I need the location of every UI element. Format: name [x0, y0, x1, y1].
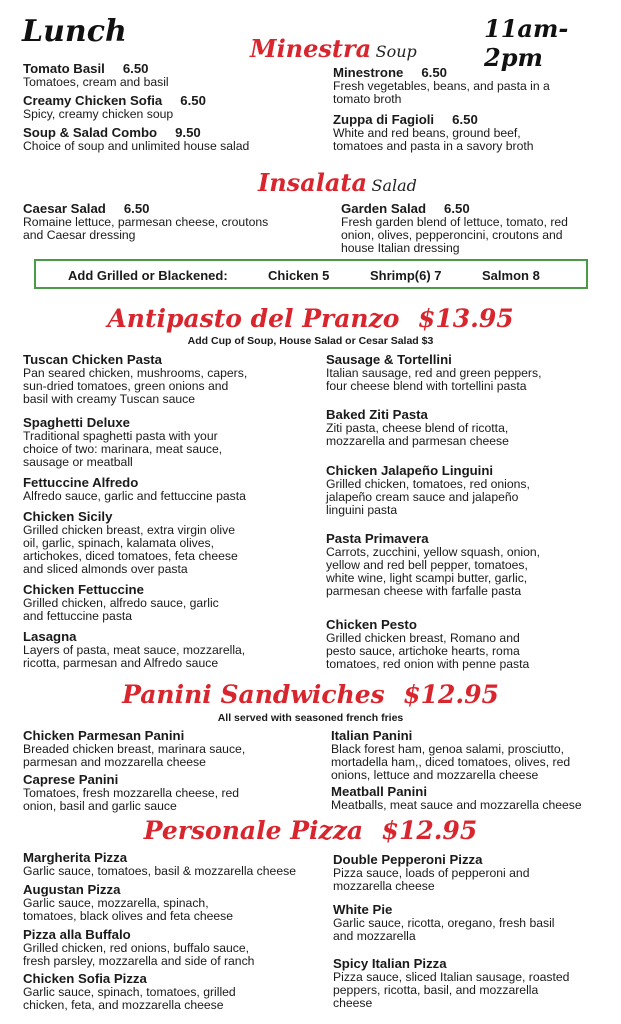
item-name: Lasagna [23, 629, 77, 644]
item-description: White and red beans, ground beef, [333, 126, 521, 140]
item-name: Tomato Basil [23, 61, 105, 76]
item-description: cheese [333, 996, 373, 1010]
item-name: Italian Panini [331, 728, 413, 743]
item-name: Soup & Salad Combo [23, 125, 158, 140]
item-description: and sliced almonds over pasta [23, 562, 188, 576]
item-name: Caprese Panini [23, 772, 119, 787]
item-description: Garlic sauce, mozzarella, spinach, [23, 896, 209, 910]
menu-item [333, 957, 569, 1010]
panini-header [0, 680, 621, 709]
item-description: white wine, light scampi butter, garlic, [326, 571, 528, 585]
menu-item [326, 532, 540, 598]
item-description: house Italian dressing [341, 241, 460, 255]
item-description: peppers, ricotta, basil, and mozzarella [333, 983, 539, 997]
menu-item [23, 416, 222, 469]
menu-item [23, 928, 254, 968]
item-description: basil with creamy Tuscan sauce [23, 392, 196, 406]
item-name: Garden Salad [341, 201, 427, 216]
item-name-line [23, 94, 206, 108]
item-name-line [326, 464, 530, 478]
item-description: Grilled chicken breast, Romano and [326, 631, 520, 645]
pizza-title: Personale Pizza [143, 816, 364, 845]
item-name: Caesar Salad [23, 201, 106, 216]
item-description: linguini pasta [326, 503, 398, 517]
item-name: Double Pepperoni Pizza [333, 852, 483, 867]
menu-item [326, 408, 509, 448]
item-description: Grilled chicken breast, extra virgin olive [23, 523, 236, 537]
item-name: Sausage & Tortellini [326, 352, 452, 367]
minestra-header [250, 34, 417, 63]
item-name: Spaghetti Deluxe [23, 415, 130, 430]
minestra-title: Minestra [250, 34, 372, 63]
menu-item [23, 94, 206, 121]
item-name: White Pie [333, 902, 393, 917]
minestra-subtitle: Soup [375, 42, 417, 61]
menu-item [333, 903, 555, 943]
item-description: Choice of soup and unlimited house salad [23, 139, 250, 153]
item-name: Meatball Panini [331, 784, 427, 799]
item-description: Tomatoes, fresh mozzarella cheese, red [23, 786, 240, 800]
menu-item [23, 583, 219, 623]
item-name-line [23, 928, 254, 942]
item-name-line [341, 202, 568, 216]
item-name-line [331, 785, 582, 799]
item-price: 6.50 [421, 65, 448, 80]
panini-price: $12.95 [403, 680, 499, 709]
menu-item [23, 126, 249, 153]
item-description: parmesan cheese with farfalle pasta [326, 584, 522, 598]
item-description: and mozzarella [333, 929, 416, 943]
item-description: Ziti pasta, cheese blend of ricotta, [326, 421, 509, 435]
item-name-line [23, 126, 249, 140]
menu-item [23, 202, 268, 242]
item-description: Garlic sauce, spinach, tomatoes, grilled [23, 985, 236, 999]
item-name: Augustan Pizza [23, 882, 121, 897]
item-description: Tomatoes, cream and basil [23, 75, 169, 89]
item-description: tomatoes, black olives and feta cheese [23, 909, 234, 923]
item-name: Minestrone [333, 65, 404, 80]
item-name: Zuppa di Fagioli [333, 112, 435, 127]
item-description: onions, lettuce and mozzarella cheese [331, 768, 539, 782]
item-description: tomatoes and pasta in a savory broth [333, 139, 534, 153]
item-name-line [23, 773, 239, 787]
item-name: Chicken Pesto [326, 617, 417, 632]
item-description: and fettuccine pasta [23, 609, 133, 623]
item-description: sausage or meatball [23, 455, 133, 469]
item-description: Garlic sauce, ricotta, oregano, fresh basil [333, 916, 555, 930]
item-name: Margherita Pizza [23, 850, 128, 865]
item-description: Pizza sauce, sliced Italian sausage, roasted [333, 970, 570, 984]
antipasto-note: Add Cup of Soup, House Salad or Cesar Salad $3 [187, 335, 434, 347]
item-description: fresh parsley, mozzarella and side of ranch [23, 954, 255, 968]
item-description: four cheese blend with tortellini pasta [326, 379, 527, 393]
item-description: Carrots, zucchini, yellow squash, onion, [326, 545, 541, 559]
item-description: Fresh garden blend of lettuce, tomato, red [341, 215, 568, 229]
item-name: Fettuccine Alfredo [23, 475, 139, 490]
add-salmon: Salmon 8 [482, 268, 540, 283]
item-name: Chicken Sofia Pizza [23, 971, 147, 986]
item-description: Grilled chicken, alfredo sauce, garlic [23, 596, 219, 610]
item-name-line [23, 729, 245, 743]
menu-item [333, 66, 550, 106]
item-name-line [23, 583, 219, 597]
item-description: mozzarella and parmesan cheese [326, 434, 509, 448]
item-description: Alfredo sauce, garlic and fettuccine pasta [23, 489, 246, 503]
item-name-line [333, 957, 569, 971]
item-name-line [23, 476, 246, 490]
add-chicken: Chicken 5 [268, 268, 330, 283]
menu-item [333, 853, 530, 893]
item-name: Pasta Primavera [326, 531, 429, 546]
menu-item [23, 851, 296, 878]
menu-item [23, 729, 245, 769]
item-price: 6.50 [444, 201, 470, 216]
menu-item [333, 113, 534, 153]
item-name: Creamy Chicken Sofia [23, 93, 163, 108]
menu-item [331, 785, 582, 812]
item-name-line [333, 113, 534, 127]
item-price: 9.50 [175, 125, 201, 140]
item-description: Grilled chicken, tomatoes, red onions, [326, 477, 530, 491]
item-description: pesto sauce, artichoke hearts, roma [326, 644, 520, 658]
item-name-line [333, 903, 555, 917]
pizza-price: $12.95 [381, 816, 478, 845]
item-name-line [326, 618, 529, 632]
menu-item [23, 353, 247, 406]
add-protein-box [34, 259, 588, 289]
menu-item [331, 729, 570, 782]
item-description: ricotta, parmesan and Alfredo sauce [23, 656, 219, 670]
item-description: onion, basil and garlic sauce [23, 799, 177, 813]
item-name: Tuscan Chicken Pasta [23, 352, 163, 367]
antipasto-price: $13.95 [417, 304, 514, 333]
item-description: Fresh vegetables, beans, and pasta in a [333, 79, 550, 93]
item-name-line [326, 532, 540, 546]
item-name-line [23, 353, 247, 367]
menu-item [341, 202, 568, 255]
item-name: Chicken Sicily [23, 509, 113, 524]
item-price: 6.50 [122, 61, 149, 76]
menu-item [23, 630, 245, 670]
insalata-title: Insalata [258, 168, 368, 197]
item-name-line [23, 416, 222, 430]
item-name-line [23, 851, 296, 865]
menu-item [326, 353, 541, 393]
item-description: Breaded chicken breast, marinara sauce, [23, 742, 246, 756]
item-description: parmesan and mozzarella cheese [23, 755, 206, 769]
antipasto-title: Antipasto del Pranzo [107, 304, 400, 333]
menu-item [23, 476, 246, 503]
item-description: Pan seared chicken, mushrooms, capers, [23, 366, 248, 380]
item-price: 6.50 [452, 112, 478, 127]
item-description: onion, olives, pepperoncini, croutons and [341, 228, 563, 242]
item-description: Spicy, creamy chicken soup [23, 107, 174, 121]
item-name-line [326, 408, 509, 422]
item-name-line [331, 729, 570, 743]
menu-item [326, 464, 530, 517]
insalata-header [258, 168, 417, 197]
menu-item [23, 773, 239, 813]
item-description: and Caesar dressing [23, 228, 136, 242]
item-description: yellow and red bell pepper, tomatoes, [326, 558, 528, 572]
item-name-line [333, 66, 550, 80]
menu-item [23, 883, 233, 923]
menu-item [23, 972, 236, 1012]
panini-note: All served with seasoned french fries [217, 712, 404, 724]
item-price: 6.50 [123, 201, 150, 216]
item-description: oil, garlic, spinach, kalamata olives, [23, 536, 215, 550]
item-description: tomato broth [333, 92, 402, 106]
item-description: Romaine lettuce, parmesan cheese, croutons [23, 215, 269, 229]
menu-item [23, 62, 169, 89]
item-description: Traditional spaghetti pasta with your [23, 429, 218, 443]
item-name-line [23, 972, 236, 986]
item-description: Black forest ham, genoa salami, prosciutto, [331, 742, 565, 756]
item-name-line [23, 883, 233, 897]
item-name: Chicken Fettuccine [23, 582, 144, 597]
item-description: Grilled chicken, red onions, buffalo sauce, [23, 941, 250, 955]
item-name: Spicy Italian Pizza [333, 956, 447, 971]
item-description: mozzarella cheese [333, 879, 435, 893]
item-description: artichokes, diced tomatoes, feta cheese [23, 549, 238, 563]
item-description: Garlic sauce, tomatoes, basil & mozzarella cheese [23, 864, 296, 878]
item-name-line [326, 353, 541, 367]
item-name-line [23, 510, 238, 524]
item-description: Meatballs, meat sauce and mozzarella cheese [331, 798, 582, 812]
item-name-line [23, 62, 169, 76]
item-name: Baked Ziti Pasta [326, 407, 428, 422]
item-description: sun-dried tomatoes, green onions and [23, 379, 229, 393]
item-description: Layers of pasta, meat sauce, mozzarella, [23, 643, 246, 657]
item-description: tomatoes, red onion with penne pasta [326, 657, 530, 671]
insalata-subtitle: Salad [371, 176, 417, 195]
item-description: chicken, feta, and mozzarella cheese [23, 998, 224, 1012]
item-name-line [333, 853, 530, 867]
panini-title: Panini Sandwiches [122, 680, 385, 709]
item-name: Pizza alla Buffalo [23, 927, 131, 942]
add-protein-label: Add Grilled or Blackened: [68, 268, 228, 283]
item-name: Chicken Jalapeño Linguini [326, 463, 494, 478]
add-shrimp: Shrimp(6) 7 [370, 268, 442, 283]
menu-item [326, 618, 529, 671]
antipasto-header [0, 304, 621, 333]
pizza-header [0, 816, 621, 845]
item-description: mortadella ham,, diced tomatoes, olives, red [331, 755, 571, 769]
item-description: jalapeño cream sauce and jalapeño [326, 490, 519, 504]
item-description: choice of two: marinara, meat sauce, [23, 442, 223, 456]
menu-item [23, 510, 238, 576]
item-name-line [23, 630, 245, 644]
menu-title: Lunch [22, 14, 127, 49]
item-description: Italian sausage, red and green peppers, [326, 366, 542, 380]
item-description: Pizza sauce, loads of pepperoni and [333, 866, 530, 880]
hours: 11am-2pm [484, 14, 569, 72]
item-name: Chicken Parmesan Panini [23, 728, 185, 743]
item-price: 6.50 [180, 93, 206, 108]
item-name-line [23, 202, 268, 216]
